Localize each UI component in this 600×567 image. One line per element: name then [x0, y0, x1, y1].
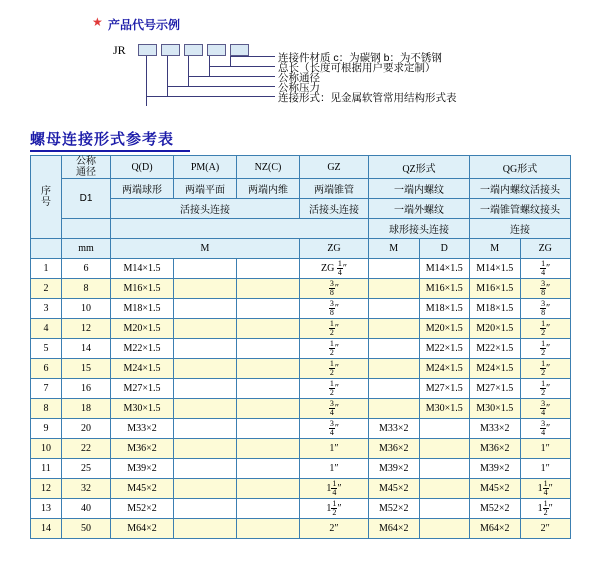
table-row	[31, 339, 571, 359]
cell-pm	[174, 519, 237, 539]
cell-nz	[237, 359, 300, 379]
table-row	[31, 259, 571, 279]
cell-dn: 14	[62, 339, 111, 359]
cell-qg-zg: $\frac{1}{2}$ ″	[520, 339, 571, 359]
cell-nz	[237, 399, 300, 419]
cell-index: 6	[31, 359, 62, 379]
cell-nz	[237, 419, 300, 439]
unit-m-qg: M	[470, 239, 521, 259]
cell-gz: 1″	[300, 459, 369, 479]
unit-d-qz: D	[419, 239, 470, 259]
header-index	[31, 156, 62, 239]
cell-gz: 1″	[300, 439, 369, 459]
cell-q: M64×2	[111, 519, 174, 539]
header-dn-d1	[62, 179, 111, 219]
cell-qz-m	[369, 399, 420, 419]
header-desc-q: 两端球形	[111, 179, 174, 199]
cell-qg-m: M14×1.5	[470, 259, 521, 279]
table-row	[31, 399, 571, 419]
cell-gz: $\frac{1}{2}$ ″	[300, 319, 369, 339]
cell-qg-m: M18×1.5	[470, 299, 521, 319]
cell-dn: 20	[62, 419, 111, 439]
cell-qg-zg: 2″	[520, 519, 571, 539]
callout-nominal-diameter: 公称通径	[278, 72, 320, 84]
header-desc-qg: 一端内螺纹活接头	[470, 179, 571, 199]
cell-nz	[237, 519, 300, 539]
table-row	[31, 419, 571, 439]
cell-index: 8	[31, 399, 62, 419]
cell-qz-d: M24×1.5	[419, 359, 470, 379]
cell-qz-m: M52×2	[369, 499, 420, 519]
cell-q: M14×1.5	[111, 259, 174, 279]
cell-qz-m: M39×2	[369, 459, 420, 479]
cell-qz-d: M18×1.5	[419, 299, 470, 319]
header-desc-gz: 两端锥管	[300, 179, 369, 199]
leader-line-h2	[209, 66, 275, 67]
cell-dn: 40	[62, 499, 111, 519]
table-row	[31, 519, 571, 539]
cell-qz-d: M14×1.5	[419, 259, 470, 279]
cell-q: M33×2	[111, 419, 174, 439]
header-group-pm: PM(A)	[174, 156, 237, 179]
table-header-row-1	[31, 156, 571, 179]
cell-nz	[237, 379, 300, 399]
header-sub-joint-1: 活接头连接	[111, 199, 300, 219]
cell-qz-m: M33×2	[369, 419, 420, 439]
cell-qg-zg: $\frac{1}{2}$ ″	[520, 379, 571, 399]
cell-qg-m: M30×1.5	[470, 399, 521, 419]
cell-qz-m: M64×2	[369, 519, 420, 539]
cell-qz-d: M30×1.5	[419, 399, 470, 419]
cell-pm	[174, 339, 237, 359]
callout-total-length: 总长（长度可根据用户要求定制）	[278, 62, 436, 74]
cell-qz-m	[369, 259, 420, 279]
unit-zg-qg: ZG	[520, 239, 571, 259]
cell-nz	[237, 499, 300, 519]
cell-dn: 12	[62, 319, 111, 339]
cell-q: M22×1.5	[111, 339, 174, 359]
table-row	[31, 279, 571, 299]
cell-dn: 18	[62, 399, 111, 419]
cell-nz	[237, 459, 300, 479]
cell-qg-zg: $\frac{3}{8}$ ″	[520, 299, 571, 319]
cell-qg-m: M64×2	[470, 519, 521, 539]
leader-line-v3	[188, 56, 189, 86]
cell-pm	[174, 479, 237, 499]
cell-dn: 6	[62, 259, 111, 279]
unit-m-qz: M	[369, 239, 420, 259]
code-box-1	[138, 44, 157, 56]
cell-gz: $\frac{3}{8}$ ″	[300, 299, 369, 319]
cell-qz-d: M20×1.5	[419, 319, 470, 339]
header-desc-qz: 一端内螺纹	[369, 179, 470, 199]
table-row	[31, 499, 571, 519]
cell-qz-m	[369, 359, 420, 379]
cell-qz-m	[369, 379, 420, 399]
table-row	[31, 459, 571, 479]
cell-qz-m: M36×2	[369, 439, 420, 459]
cell-pm	[174, 379, 237, 399]
cell-qz-m: M45×2	[369, 479, 420, 499]
cell-qg-zg: 1″	[520, 459, 571, 479]
cell-gz: 1 $\frac{1}{4}$ ″	[300, 479, 369, 499]
header-index-label: 序 号	[41, 185, 51, 208]
code-box-5	[230, 44, 249, 56]
cell-pm	[174, 419, 237, 439]
unit-m-left: M	[111, 239, 300, 259]
table-row	[31, 299, 571, 319]
callout-nominal-pressure: 公称压力	[278, 82, 320, 94]
cell-qz-d: M22×1.5	[419, 339, 470, 359]
section-title: 螺母连接形式参考表	[30, 131, 175, 148]
section-title-underline	[30, 150, 190, 152]
leader-line-h4	[167, 86, 275, 87]
cell-pm	[174, 279, 237, 299]
cell-qz-d	[419, 419, 470, 439]
cell-dn: 16	[62, 379, 111, 399]
cell-q: M24×1.5	[111, 359, 174, 379]
leader-line-h5	[146, 96, 275, 97]
cell-pm	[174, 399, 237, 419]
cell-gz: $\frac{1}{2}$ ″	[300, 359, 369, 379]
cell-qg-zg: $\frac{1}{2}$ ″	[520, 359, 571, 379]
cell-nz	[237, 279, 300, 299]
cell-pm	[174, 499, 237, 519]
cell-index: 10	[31, 439, 62, 459]
cell-index: 1	[31, 259, 62, 279]
leader-line-v1	[230, 56, 231, 66]
leader-line-h3	[188, 76, 275, 77]
cell-pm	[174, 359, 237, 379]
header-dn-label: 公称 通径	[76, 156, 96, 178]
unit-index-blank	[31, 239, 62, 259]
cell-gz: $\frac{3}{8}$ ″	[300, 279, 369, 299]
cell-index: 7	[31, 379, 62, 399]
cell-qg-m: M52×2	[470, 499, 521, 519]
cell-q: M45×2	[111, 479, 174, 499]
header-d1-label: D1	[79, 193, 93, 204]
cell-gz: $\frac{3}{4}$ ″	[300, 419, 369, 439]
cell-qg-zg: $\frac{3}{8}$ ″	[520, 279, 571, 299]
cell-pm	[174, 319, 237, 339]
table-header-row-3	[31, 199, 571, 219]
cell-index: 11	[31, 459, 62, 479]
cell-qz-d	[419, 479, 470, 499]
header-group-nz: NZ(C)	[237, 156, 300, 179]
cell-index: 4	[31, 319, 62, 339]
code-box-row	[138, 44, 253, 56]
cell-nz	[237, 299, 300, 319]
cell-dn: 32	[62, 479, 111, 499]
cell-index: 13	[31, 499, 62, 519]
code-box-3	[184, 44, 203, 56]
header-sub-taper-pipe-thread: 一端锥管螺纹接头	[470, 199, 571, 219]
cell-qz-d: M16×1.5	[419, 279, 470, 299]
cell-nz	[237, 439, 300, 459]
header-blank-mid	[111, 219, 369, 239]
header-sub-external-thread: 一端外螺纹	[369, 199, 470, 219]
cell-qg-zg: $\frac{1}{2}$ ″	[520, 319, 571, 339]
cell-qz-m	[369, 319, 420, 339]
cell-gz: $\frac{1}{2}$ ″	[300, 339, 369, 359]
cell-index: 3	[31, 299, 62, 319]
cell-dn: 25	[62, 459, 111, 479]
cell-index: 9	[31, 419, 62, 439]
cell-q: M27×1.5	[111, 379, 174, 399]
header-desc-pm: 两端平面	[174, 179, 237, 199]
cell-qg-m: M39×2	[470, 459, 521, 479]
cell-q: M18×1.5	[111, 299, 174, 319]
cell-qz-m	[369, 299, 420, 319]
cell-nz	[237, 339, 300, 359]
cell-index: 12	[31, 479, 62, 499]
cell-pm	[174, 459, 237, 479]
cell-index: 5	[31, 339, 62, 359]
header-group-q: Q(D)	[111, 156, 174, 179]
cell-qg-m: M45×2	[470, 479, 521, 499]
product-code-legend	[0, 0, 600, 118]
cell-gz: $\frac{3}{4}$ ″	[300, 399, 369, 419]
leader-line-v4	[167, 56, 168, 96]
header-dn-blank	[62, 219, 111, 239]
cell-gz: 1 $\frac{1}{2}$ ″	[300, 499, 369, 519]
table-row	[31, 479, 571, 499]
cell-qg-zg: 1 $\frac{1}{4}$ ″	[520, 479, 571, 499]
header-sub-joint-2: 活接头连接	[300, 199, 369, 219]
cell-qg-zg: $\frac{1}{4}$ ″	[520, 259, 571, 279]
unit-zg-gz: ZG	[300, 239, 369, 259]
header-group-gz: GZ	[300, 156, 369, 179]
header-group-qz: QZ形式	[369, 156, 470, 179]
cell-index: 2	[31, 279, 62, 299]
cell-dn: 8	[62, 279, 111, 299]
code-box-4	[207, 44, 226, 56]
header-group-qg: QG形式	[470, 156, 571, 179]
cell-q: M30×1.5	[111, 399, 174, 419]
unit-mm: mm	[62, 239, 111, 259]
legend-title: 产品代号示例	[108, 18, 181, 32]
nut-connection-spec-table	[30, 155, 571, 539]
cell-qz-d	[419, 519, 470, 539]
table-header-row-2	[31, 179, 571, 199]
cell-dn: 10	[62, 299, 111, 319]
cell-qg-zg: 1″	[520, 439, 571, 459]
cell-qz-d	[419, 459, 470, 479]
cell-nz	[237, 479, 300, 499]
cell-nz	[237, 319, 300, 339]
cell-qg-m: M27×1.5	[470, 379, 521, 399]
star-icon: ★	[92, 15, 103, 29]
cell-nz	[237, 259, 300, 279]
cell-qz-m	[369, 279, 420, 299]
callout-material: 连接件材质 c：为碳钢 b：为不锈钢	[278, 52, 442, 64]
table-header-row-4	[31, 219, 571, 239]
cell-q: M20×1.5	[111, 319, 174, 339]
cell-q: M36×2	[111, 439, 174, 459]
cell-qg-zg: 1 $\frac{1}{2}$ ″	[520, 499, 571, 519]
table-row	[31, 359, 571, 379]
callout-connection-type: 连接形式：见金属软管常用结构形式表	[278, 92, 457, 104]
cell-qz-m	[369, 339, 420, 359]
cell-qz-d: M27×1.5	[419, 379, 470, 399]
cell-qz-d	[419, 499, 470, 519]
cell-q: M39×2	[111, 459, 174, 479]
cell-gz: ZG $\frac{1}{4}$ ″	[300, 259, 369, 279]
cell-qz-d	[419, 439, 470, 459]
cell-dn: 22	[62, 439, 111, 459]
header-desc-nz: 两端内维	[237, 179, 300, 199]
code-prefix-label: JR	[113, 43, 126, 57]
table-row	[31, 379, 571, 399]
table-units-row	[31, 239, 571, 259]
header-connect: 连接	[470, 219, 571, 239]
cell-qg-m: M22×1.5	[470, 339, 521, 359]
table-row	[31, 439, 571, 459]
table-row	[31, 319, 571, 339]
header-ball-joint-connect: 球形接头连接	[369, 219, 470, 239]
cell-qg-m: M24×1.5	[470, 359, 521, 379]
cell-qg-m: M36×2	[470, 439, 521, 459]
cell-dn: 50	[62, 519, 111, 539]
cell-gz: 2″	[300, 519, 369, 539]
code-box-2	[161, 44, 180, 56]
cell-index: 14	[31, 519, 62, 539]
cell-pm	[174, 259, 237, 279]
cell-q: M16×1.5	[111, 279, 174, 299]
leader-line-h1	[230, 56, 275, 57]
cell-pm	[174, 299, 237, 319]
cell-q: M52×2	[111, 499, 174, 519]
cell-dn: 15	[62, 359, 111, 379]
leader-line-v5	[146, 56, 147, 106]
cell-qg-zg: $\frac{3}{4}$ ″	[520, 419, 571, 439]
cell-qg-m: M20×1.5	[470, 319, 521, 339]
cell-qg-m: M16×1.5	[470, 279, 521, 299]
cell-pm	[174, 439, 237, 459]
cell-gz: $\frac{1}{2}$ ″	[300, 379, 369, 399]
cell-qg-m: M33×2	[470, 419, 521, 439]
header-dn	[62, 156, 111, 179]
cell-qg-zg: $\frac{3}{4}$ ″	[520, 399, 571, 419]
